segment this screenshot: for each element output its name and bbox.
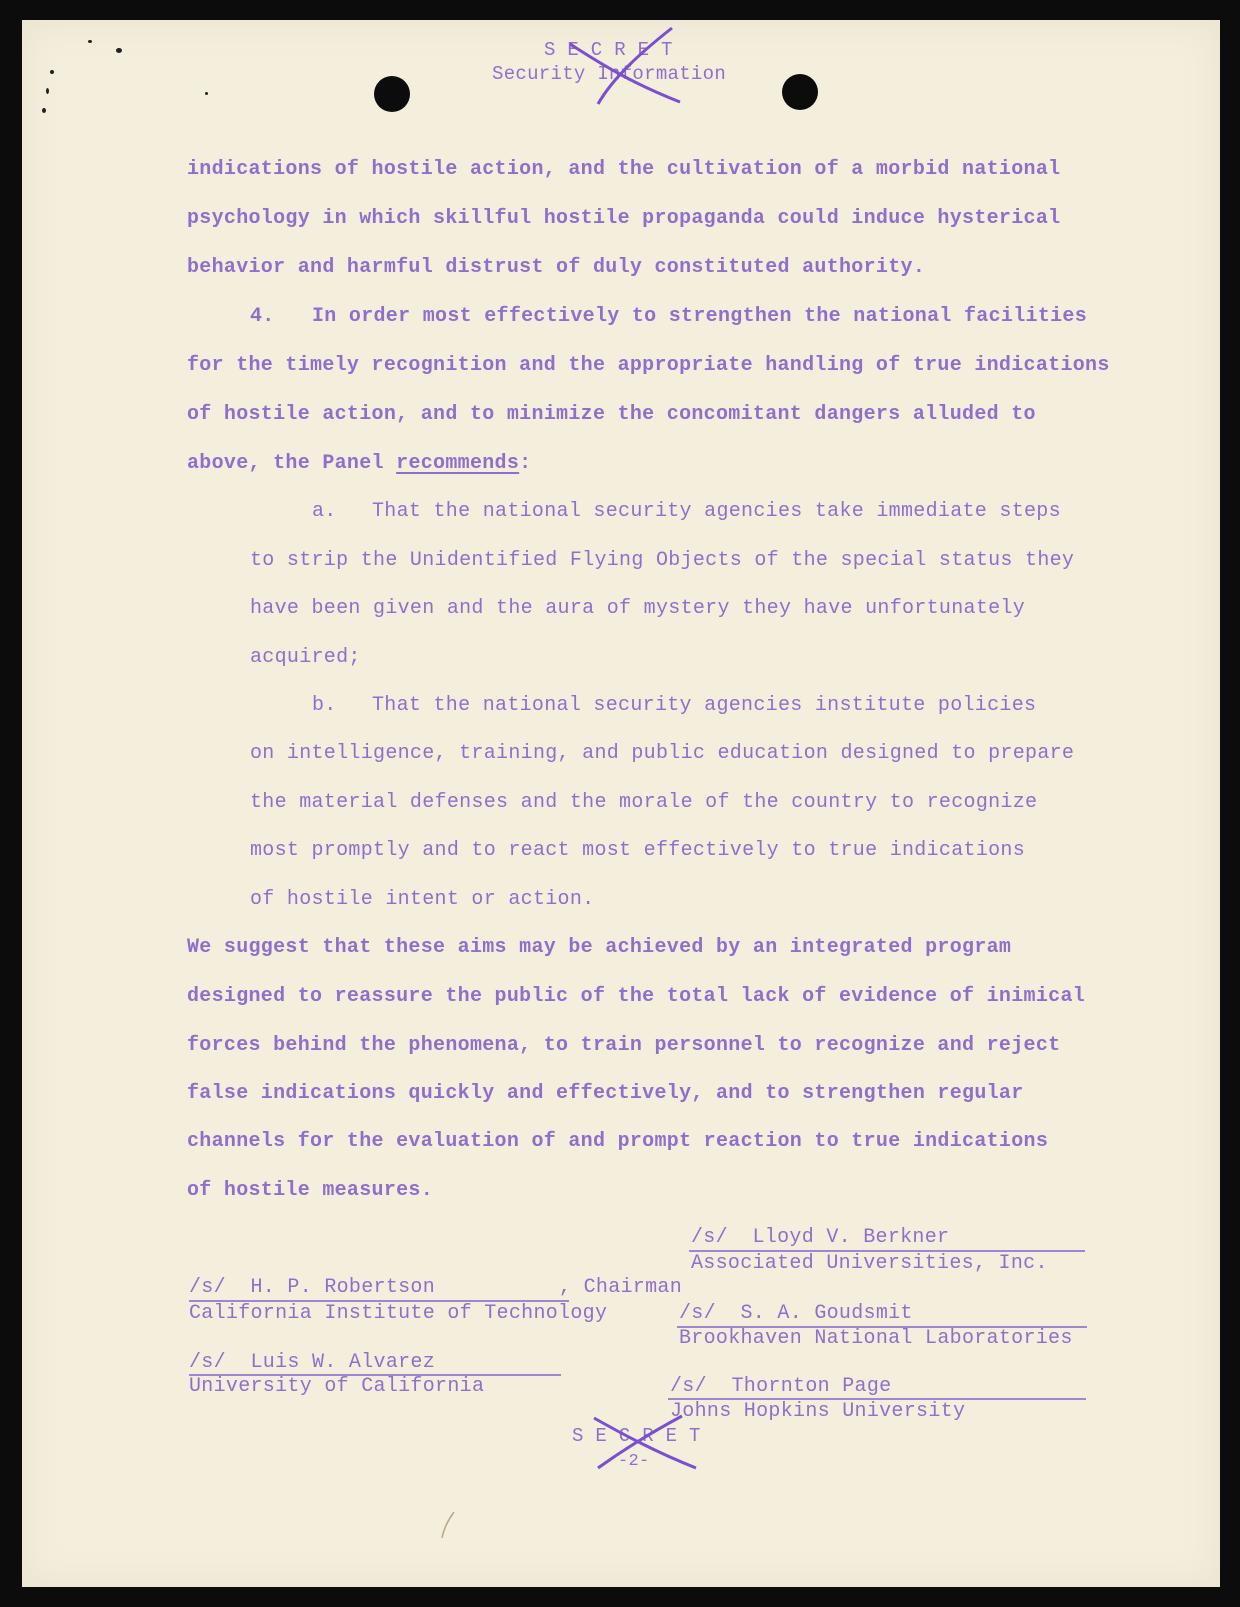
item-label: b. <box>312 694 337 717</box>
affiliation-berkner: Associated Universities, Inc. <box>691 1252 1048 1275</box>
chairman-title: , Chairman <box>559 1276 683 1299</box>
affiliation-robertson: California Institute of Technology <box>189 1302 608 1325</box>
stray-pen-mark <box>440 1510 460 1540</box>
affiliation-goudsmit: Brookhaven National Laboratories <box>679 1327 1073 1350</box>
signature-alvarez: /s/ Luis W. Alvarez <box>189 1351 436 1374</box>
item-label: a. <box>312 500 337 523</box>
body-line: of hostile intent or action. <box>250 888 595 911</box>
body-line: for the timely recognition and the appropriate handling of true indications <box>187 354 1110 377</box>
footer-cross-out-mark <box>590 1412 700 1472</box>
body-line: on intelligence, training, and public education designed to prepare <box>250 742 1075 765</box>
body-line: indications of hostile action, and the cultivation of a morbid national <box>187 158 1061 181</box>
punch-hole-left <box>374 76 410 112</box>
body-text: : <box>519 452 532 475</box>
body-line: In order most effectively to strengthen the national facilities <box>312 305 1088 328</box>
signature-page: /s/ Thornton Page <box>670 1375 892 1398</box>
body-line: of hostile measures. <box>187 1179 434 1202</box>
ink-speck <box>88 40 92 43</box>
underlined-recommends: recommends <box>396 452 520 475</box>
body-line: We suggest that these aims may be achieved by an integrated program <box>187 936 1012 959</box>
body-line: That the national security agencies institute policies <box>372 694 1037 717</box>
signature-berkner: /s/ Lloyd V. Berkner <box>691 1226 950 1249</box>
page-number: -2- <box>618 1452 650 1471</box>
body-line: designed to reassure the public of the total lack of evidence of inimical <box>187 985 1086 1008</box>
ink-speck <box>46 88 49 94</box>
header-classification: S E C R E T <box>544 39 673 61</box>
body-line: to strip the Unidentified Flying Objects of the special status they <box>250 549 1075 572</box>
header-caveat: Security Information <box>492 63 727 85</box>
signature-goudsmit: /s/ S. A. Goudsmit <box>679 1302 913 1325</box>
body-line: channels for the evaluation of and prompt reaction to true indications <box>187 1130 1049 1153</box>
affiliation-alvarez: University of California <box>189 1375 485 1398</box>
signature-robertson: /s/ H. P. Robertson <box>189 1276 436 1299</box>
body-line: acquired; <box>250 646 361 669</box>
body-line: of hostile action, and to minimize the concomitant dangers alluded to <box>187 403 1036 426</box>
paragraph-number: 4. <box>250 305 275 328</box>
body-line: psychology in which skillful hostile propaganda could induce hysterical <box>187 207 1061 230</box>
body-line: forces behind the phenomena, to train personnel to recognize and reject <box>187 1034 1061 1057</box>
body-line: That the national security agencies take immediate steps <box>372 500 1061 523</box>
affiliation-page: Johns Hopkins University <box>670 1400 966 1423</box>
footer-classification: S E C R E T <box>572 1425 701 1447</box>
header-cross-out-mark <box>564 26 684 106</box>
body-line: the material defenses and the morale of the country to recognize <box>250 791 1038 814</box>
body-line: most promptly and to react most effectively to true indications <box>250 839 1026 862</box>
body-text: above, the Panel <box>187 452 397 475</box>
ink-speck <box>50 70 54 74</box>
body-line: behavior and harmful distrust of duly constituted authority. <box>187 256 926 279</box>
body-line <box>187 452 531 476</box>
body-line: have been given and the aura of mystery they have unfortunately <box>250 597 1026 620</box>
body-line: false indications quickly and effectively, and to strengthen regular <box>187 1082 1024 1105</box>
document-page <box>22 20 1220 1587</box>
ink-speck <box>116 48 122 53</box>
punch-hole-right <box>782 74 818 110</box>
ink-speck <box>42 108 46 113</box>
ink-speck <box>205 92 208 95</box>
